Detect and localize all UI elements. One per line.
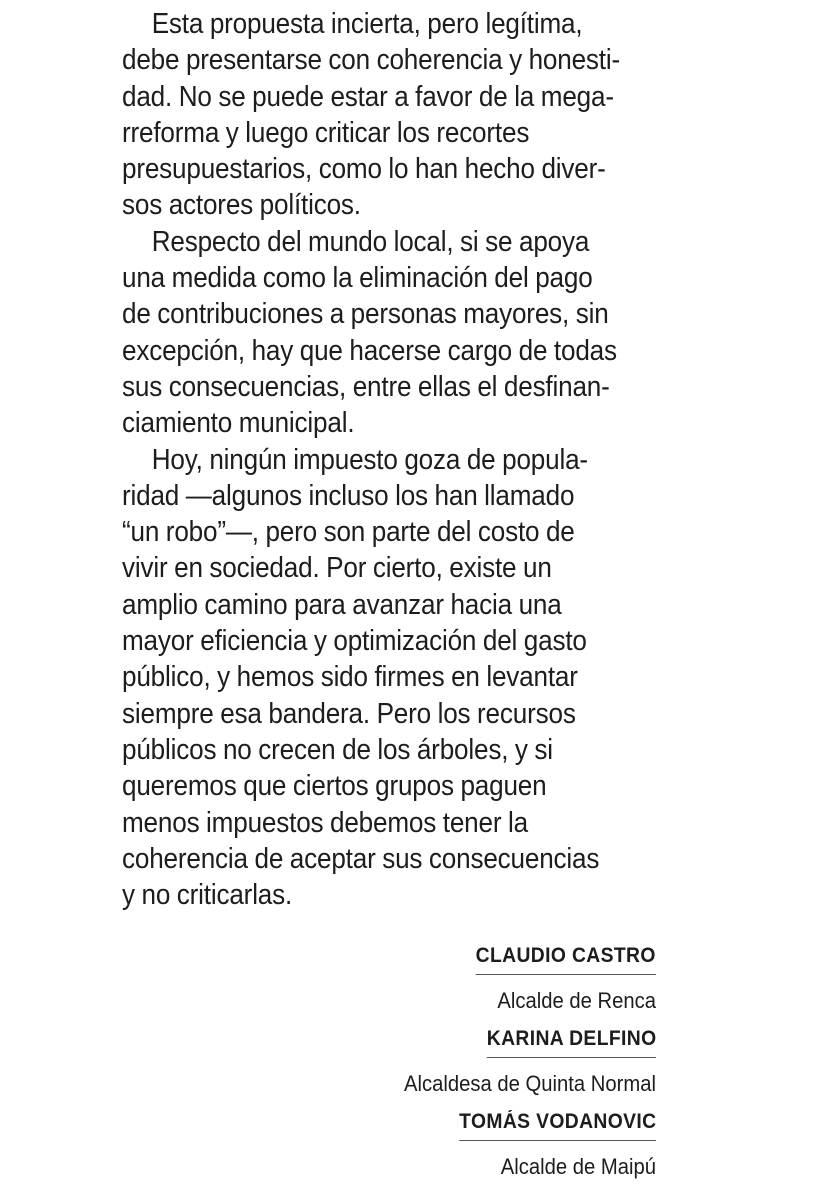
paragraph-1 — [122, 6, 662, 224]
text-line: debe presentarse con coherencia y honesti- — [122, 44, 621, 77]
signatory-role: Alcalde de Renca — [497, 988, 656, 1013]
article-body — [122, 6, 662, 913]
text-line: dad. No se puede estar a favor de la mega- — [122, 80, 614, 113]
text-line: una medida como la eliminación del pago — [122, 262, 593, 295]
text-line: ridad —algunos incluso los han llamado — [122, 479, 575, 512]
text-line: y no criticarlas. — [122, 879, 293, 912]
paragraph-2 — [122, 224, 662, 442]
signature-claudio-castro — [256, 942, 656, 1015]
signatory-role: Alcaldesa de Quinta Normal — [403, 1071, 656, 1096]
text-line: siempre esa bandera. Pero los recursos — [122, 697, 576, 730]
text-line: público, y hemos sido firmes en levantar — [122, 661, 578, 694]
text-line: “un robo”—, pero son parte del costo de — [122, 516, 575, 549]
text-line: ciamiento municipal. — [122, 407, 355, 440]
text-line: Hoy, ningún impuesto goza de popula- — [151, 443, 588, 476]
text-line: Esta propuesta incierta, pero legítima, — [151, 8, 583, 40]
text-line: sos actores políticos. — [122, 189, 361, 222]
signature-karina-delfino — [256, 1025, 656, 1098]
text-line: presupuestarios, como lo han hecho diver- — [122, 153, 606, 186]
text-line: vivir en sociedad. Por cierto, existe un — [122, 552, 552, 585]
signatory-role: Alcalde de Maipú — [500, 1154, 656, 1179]
paragraph-3 — [122, 442, 662, 914]
signature-tomas-vodanovic — [256, 1108, 656, 1181]
signatory-name: CLAUDIO CASTRO — [476, 942, 656, 975]
text-line: rreforma y luego criticar los recortes — [122, 116, 530, 149]
signatory-name: KARINA DELFINO — [486, 1025, 656, 1058]
text-line: amplio camino para avanzar hacia una — [122, 588, 562, 621]
text-line: Respecto del mundo local, si se apoya — [151, 225, 590, 258]
text-line: públicos no crecen de los árboles, y si — [122, 733, 553, 766]
text-line: excepción, hay que hacerse cargo de todas — [122, 334, 617, 367]
text-line: de contribuciones a personas mayores, sin — [122, 298, 609, 331]
signatory-name: TOMÁS VODANOVIC — [459, 1108, 656, 1141]
text-line: mayor eficiencia y optimización del gasto — [122, 625, 587, 658]
text-line: coherencia de aceptar sus consecuencias — [122, 842, 600, 875]
text-line: menos impuestos debemos tener la — [122, 806, 528, 839]
signature-list — [256, 942, 656, 1191]
text-line: queremos que ciertos grupos paguen — [122, 770, 547, 803]
text-line: sus consecuencias, entre ellas el desfinan- — [122, 370, 610, 403]
